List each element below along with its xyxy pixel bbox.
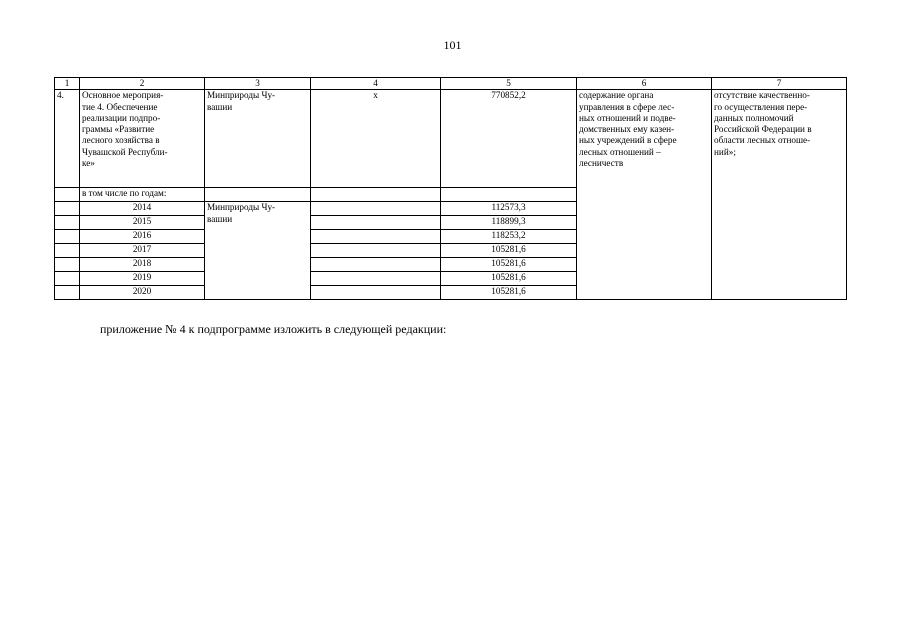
activity-line: граммы «Развитие	[82, 124, 155, 135]
consequence-line: данных полномочий	[714, 112, 794, 123]
column-number: 7	[712, 78, 847, 90]
year-label: 2014	[80, 202, 205, 216]
activity-line: реализации подпро-	[82, 112, 161, 123]
indicator-line: ных учреждений в сфере	[579, 135, 677, 146]
activity-line: Чувашской Республи-	[82, 146, 168, 157]
activity-line: тие 4. Обеспечение	[82, 101, 158, 112]
row-number: 4.	[55, 90, 80, 188]
year-amount: 112573,3	[441, 202, 577, 216]
total-amount: 770852,2	[441, 90, 577, 188]
executor-line: Минприроды Чу-	[207, 202, 276, 213]
year-label: 2019	[80, 272, 205, 286]
year-label: 2016	[80, 230, 205, 244]
amendment-note: приложение № 4 к подпрограмме изложить в следующей редакции:	[100, 322, 447, 336]
indicator-line: домственных ему казен-	[579, 124, 675, 135]
activity-name	[80, 90, 205, 188]
activity-line: лесного хозяйства в	[82, 135, 160, 146]
indicator-line: лесничеств	[579, 158, 624, 169]
year-amount: 105281,6	[441, 286, 577, 300]
indicator-line: лесных отношений –	[579, 146, 661, 157]
year-label: 2020	[80, 286, 205, 300]
column-number: 1	[55, 78, 80, 90]
activity-line: ке»	[82, 158, 95, 169]
program-table	[54, 77, 847, 300]
year-label: 2018	[80, 258, 205, 272]
consequence-line: отсутствие качественно-	[714, 90, 810, 101]
year-amount: 105281,6	[441, 258, 577, 272]
year-amount: 105281,6	[441, 244, 577, 258]
column-number: 6	[577, 78, 712, 90]
indicator	[577, 90, 712, 300]
executor	[205, 90, 311, 188]
consequence-line: го осуществления пере-	[714, 101, 808, 112]
indicator-line: содержание органа	[579, 90, 654, 101]
col4-value: х	[311, 90, 441, 188]
consequence-line: области лесных отноше-	[714, 135, 811, 146]
year-amount: 118899,3	[441, 216, 577, 230]
consequence	[712, 90, 847, 300]
year-executor	[205, 202, 311, 300]
executor-line: вашии	[207, 213, 233, 224]
by-years-label: в том числе по годам:	[80, 188, 205, 202]
consequence-line: Российской Федерации в	[714, 124, 812, 135]
year-label: 2015	[80, 216, 205, 230]
executor-line: вашии	[207, 101, 233, 112]
executor-line: Минприроды Чу-	[207, 90, 276, 101]
main-activity-row	[55, 90, 847, 188]
year-amount: 105281,6	[441, 272, 577, 286]
column-number: 3	[205, 78, 311, 90]
page-number: 101	[443, 38, 462, 52]
column-number: 2	[80, 78, 205, 90]
column-numbers-row	[55, 78, 847, 90]
indicator-line: управления в сфере лес-	[579, 101, 675, 112]
year-label: 2017	[80, 244, 205, 258]
year-amount: 118253,2	[441, 230, 577, 244]
indicator-line: ных отношений и подве-	[579, 112, 676, 123]
consequence-line: ний»;	[714, 146, 736, 157]
activity-line: Основное мероприя-	[82, 90, 164, 101]
column-number: 4	[311, 78, 441, 90]
column-number: 5	[441, 78, 577, 90]
